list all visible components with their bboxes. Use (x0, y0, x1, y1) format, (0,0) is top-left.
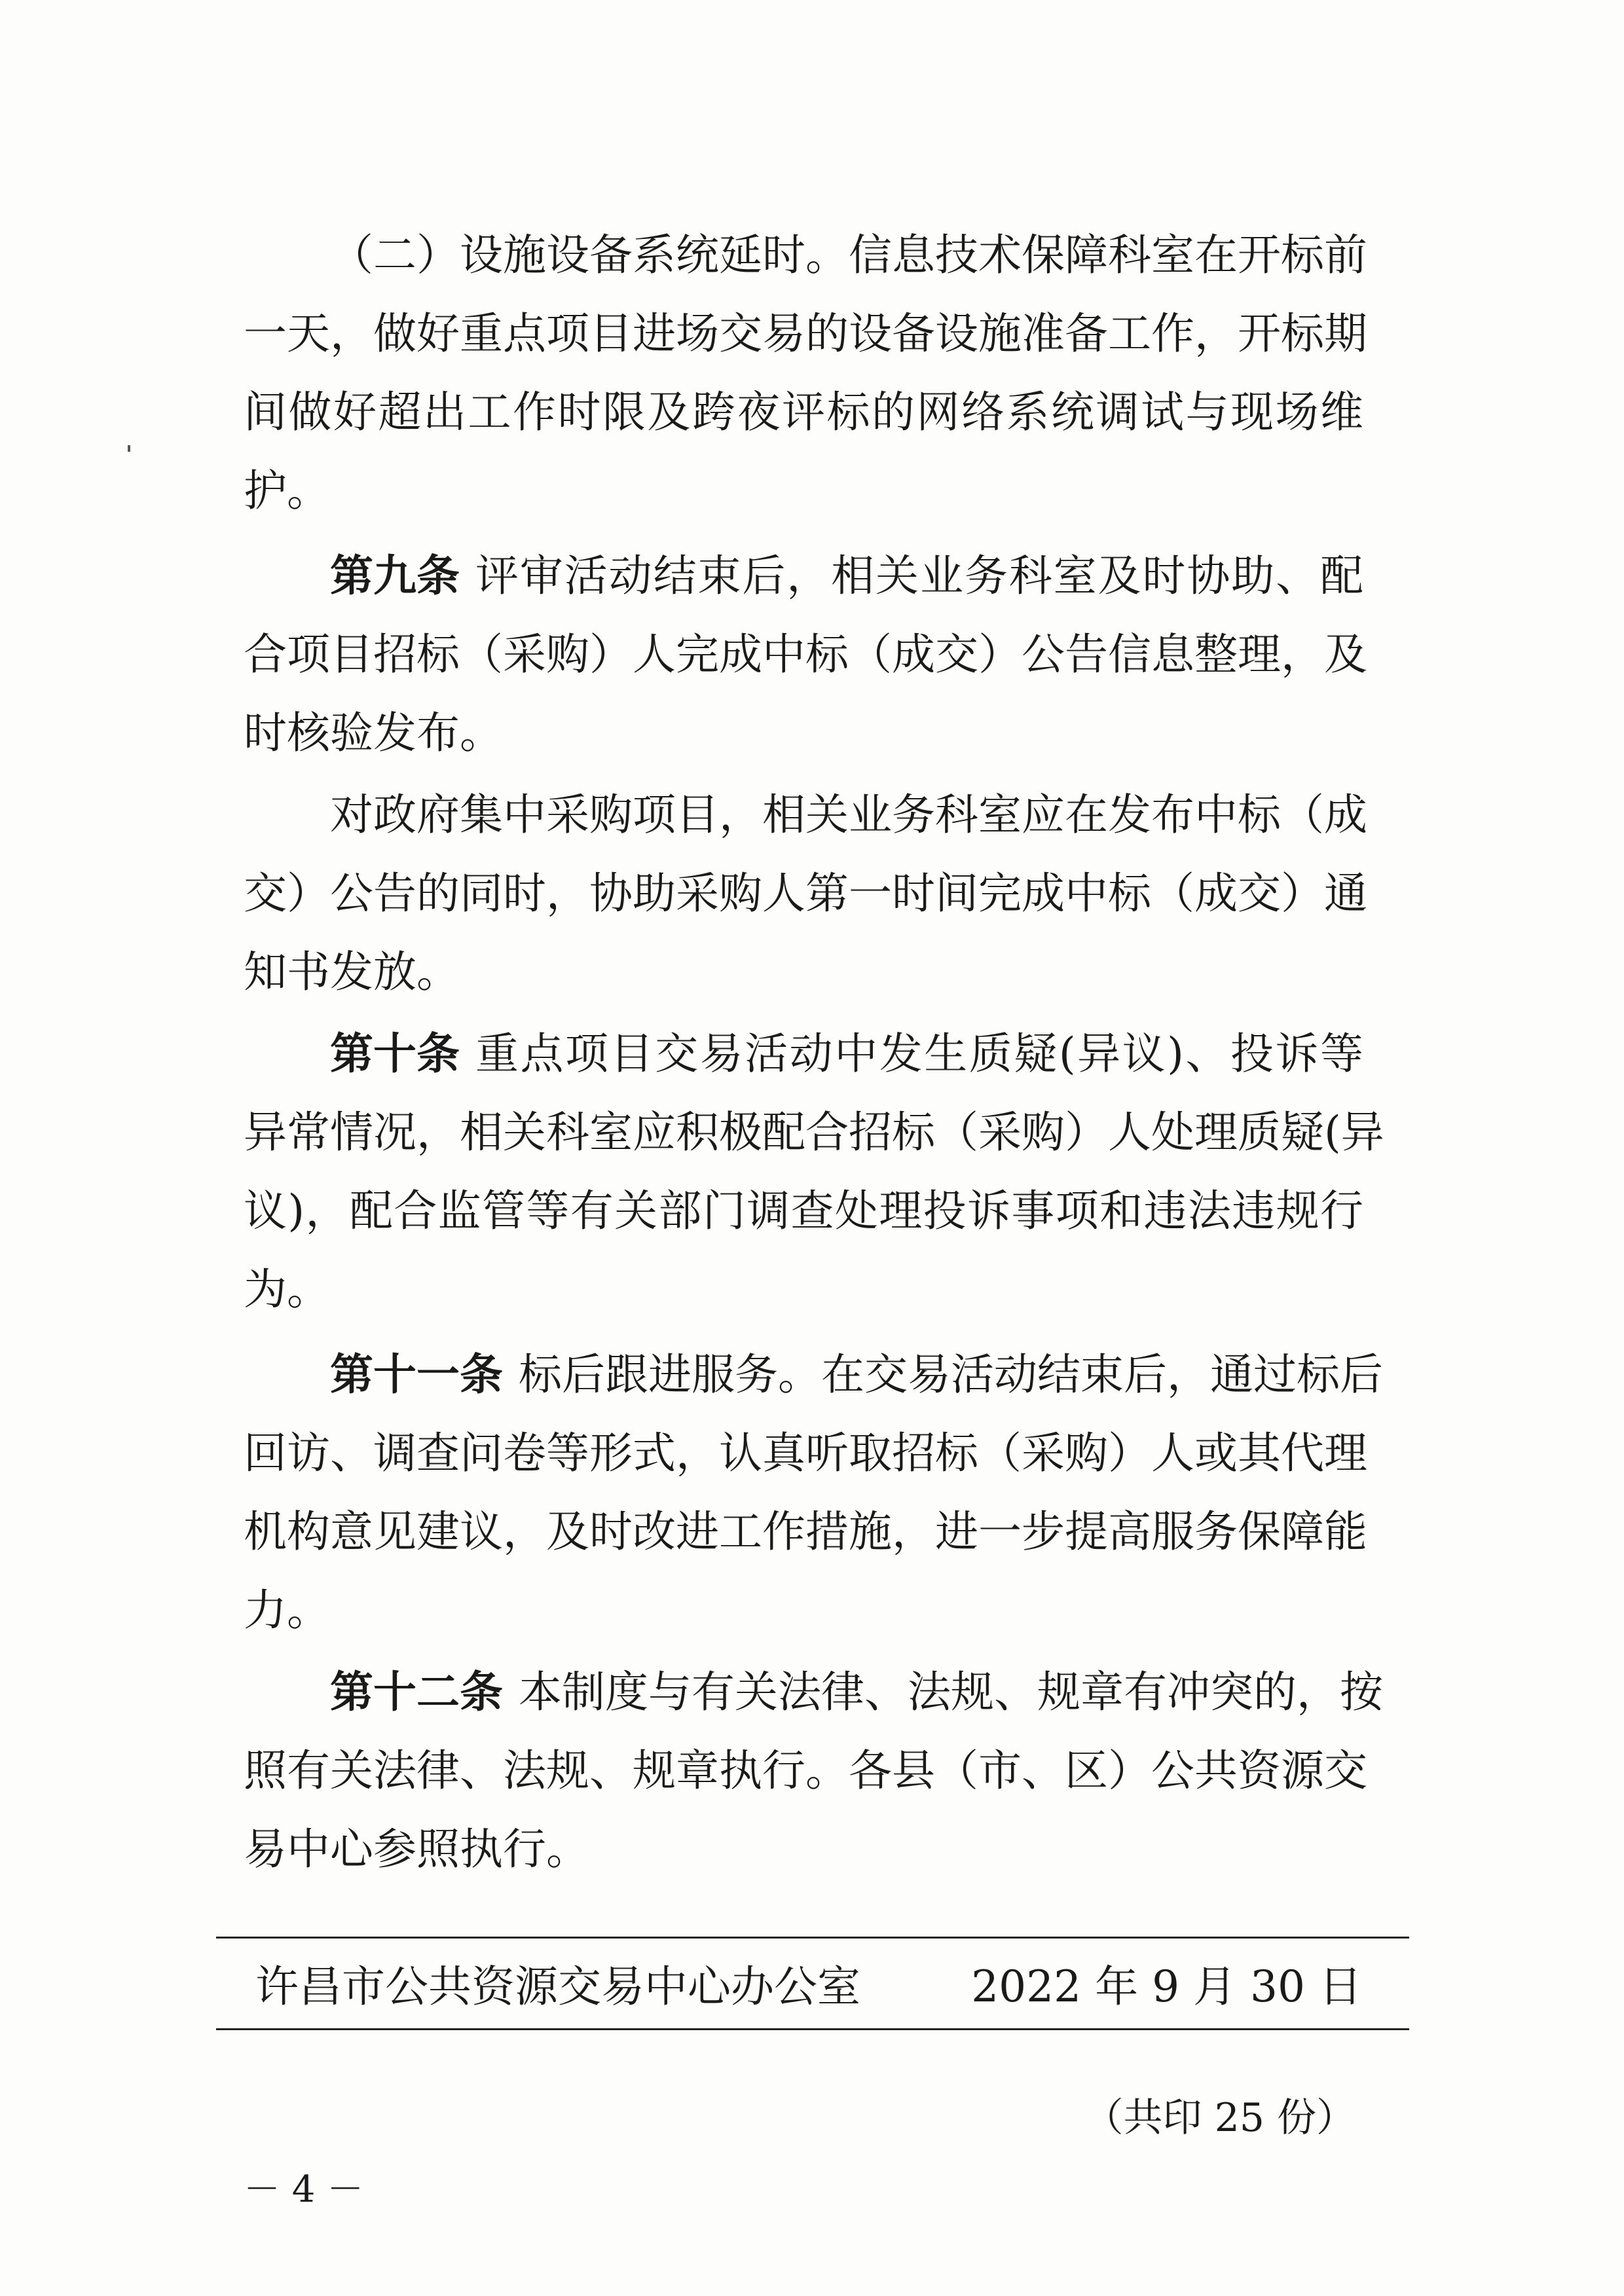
issue-date: 2022 年 9 月 30 日 (971, 1961, 1362, 2012)
article-heading: 第九条 (330, 551, 460, 601)
article-12-first-line (330, 1653, 1383, 1732)
paragraph-line: 时核验发布。 (244, 708, 503, 758)
paragraph-line: （二）设施设备系统延时。信息技术保障科室在开标前 (330, 230, 1367, 280)
paragraph-line: 议)，配合监管等有关部门调查处理投诉事项和违法违规行 (244, 1186, 1363, 1236)
paragraph-line: 评审活动结束后，相关业务科室及时协助、配 (475, 551, 1363, 601)
paragraph-line: 易中心参照执行。 (244, 1824, 589, 1874)
article-heading: 第十一条 (330, 1349, 503, 1400)
paragraph-line: 交）公告的同时，协助采购人第一时间完成中标（成交）通 (244, 868, 1367, 919)
footer-bottom-rule (216, 2028, 1409, 2030)
page-number: － 4 － (244, 2168, 364, 2211)
paragraph-line: 知书发放。 (244, 947, 460, 997)
paragraph-line: 重点项目交易活动中发生质疑(异议)、投诉等 (475, 1029, 1363, 1079)
paragraph-line: 一天，做好重点项目进场交易的设备设施准备工作，开标期 (244, 308, 1367, 359)
paragraph-line: 间做好超出工作时限及跨夜评标的网络系统调试与现场维 (244, 387, 1363, 437)
paragraph-line: 对政府集中采购项目，相关业务科室应在发布中标（成 (330, 790, 1367, 840)
issuing-office: 许昌市公共资源交易中心办公室 (255, 1961, 860, 2012)
paragraph-line: 护。 (244, 465, 330, 516)
article-11-first-line (330, 1336, 1383, 1414)
print-copies: （共印 25 份） (1084, 2095, 1356, 2141)
paragraph-line: 为。 (244, 1264, 330, 1315)
paragraph-line: 标后跟进服务。在交易活动结束后，通过标后 (519, 1349, 1383, 1400)
article-9-first-line (330, 537, 1363, 615)
paragraph-line: 照有关法律、法规、规章执行。各县（市、区）公共资源交 (244, 1745, 1367, 1796)
article-heading: 第十条 (330, 1029, 460, 1079)
article-heading: 第十二条 (330, 1667, 503, 1717)
footer-issuer-row (255, 1944, 1362, 2030)
scan-speck (128, 445, 130, 452)
footer-top-rule (216, 1937, 1409, 1939)
paragraph-line: 合项目招标（采购）人完成中标（成交）公告信息整理，及 (244, 629, 1367, 680)
paragraph-line: 本制度与有关法律、法规、规章有冲突的，按 (519, 1667, 1383, 1717)
paragraph-line: 回访、调查问卷等形式，认真听取招标（采购）人或其代理 (244, 1428, 1367, 1478)
paragraph-line: 机构意见建议，及时改进工作措施，进一步提高服务保障能 (244, 1506, 1367, 1557)
paragraph-line: 力。 (244, 1585, 330, 1635)
paragraph-line: 异常情况，相关科室应积极配合招标（采购）人处理质疑(异 (244, 1107, 1384, 1157)
article-10-first-line (330, 1015, 1363, 1093)
